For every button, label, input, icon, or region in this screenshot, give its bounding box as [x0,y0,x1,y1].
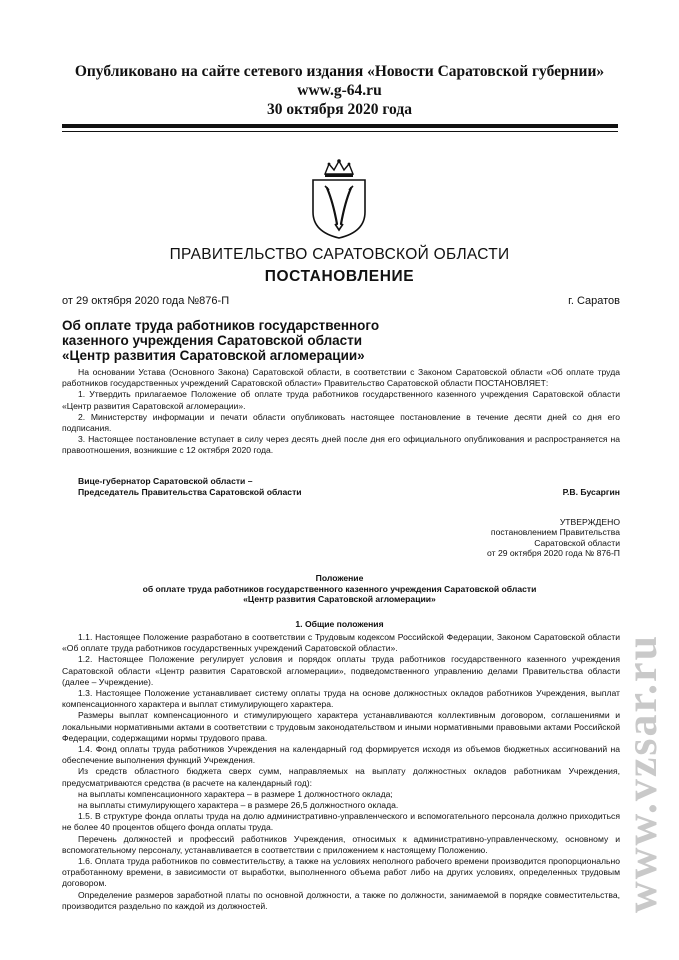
watermark: www.vzsar.ru [617,633,666,913]
regulation-title [0,573,679,605]
publication-url: www.g-64.ru [297,82,382,99]
signature-name: Р.В. Бусаргин [562,487,620,497]
regulation-title-line: Положение [315,573,364,583]
approval-line: постановлением Правительства [490,527,620,538]
preamble [62,367,620,457]
paragraph [62,800,620,811]
title-line: казенного учреждения Саратовской области [62,333,363,348]
paragraph-text: на выплаты компенсационного характера – в размере 1 должностного оклада; [78,788,393,799]
approval-block [487,517,620,559]
paragraph [62,890,620,912]
document-type: ПОСТАНОВЛЕНИЕ [264,268,415,285]
paragraph-text: 1. Утвердить прилагаемое Положение об оплате труда работников государственного казенного учреждения Саратовской области «Центр развития Саратовской агломерации». [62,389,620,411]
decree-city: г. Саратов [568,295,620,307]
approval-line: Саратовской области [534,537,620,548]
paragraph [62,744,620,766]
signature-position [78,476,302,498]
paragraph-text: 1.6. Оплата труда работников по совместительству, а также на условиях неполного рабочего времени производится пропорционально отработанному времени, в зависимости от выработки, выполненного объема работ либо на других условиях, определенных трудовым договором. [62,856,620,889]
title-line: «Центр развития Саратовской агломерации» [62,348,365,363]
paragraph [62,811,620,833]
paragraph [62,412,620,434]
paragraph [62,367,620,389]
paragraph [62,710,620,744]
signature-position-line: Председатель Правительства Саратовской области [78,487,302,497]
paragraph [62,789,620,800]
paragraph-text: на выплаты стимулирующего характера – в размере 26,5 должностного оклада. [78,800,399,811]
paragraph-text: 1.4. Фонд оплаты труда работников Учреждения на календарный год формируется исходя из объемов бюджетных ассигнований на обеспечение выполнения функций Учреждения. [62,744,620,766]
section-1-heading: 1. Общие положения [295,619,384,629]
regulation-title-line: «Центр развития Саратовской агломерации» [243,594,436,605]
regulation-title-line: об оплате труда работников государственного казенного учреждения Саратовской области [142,583,537,594]
paragraph [62,856,620,890]
paragraph [62,688,620,710]
paragraph [62,632,620,654]
paragraph-text: Перечень должностей и профессий работников Учреждения, относимых к административно-управленческому, основному и вспомогательному персоналу, устанавливается в соответствии с приложением к настоящему Положению. [62,833,620,855]
coat-of-arms-icon [307,158,371,240]
paragraph-text: Определение размеров заработной платы по основной должности, а также по должности, занимаемой в порядке совместительства, производится раздельно по каждой из должностей. [62,889,620,911]
paragraph-text: 3. Настоящее постановление вступает в силу через десять дней после дня его официального опубликования и распространяется на правоотношения, возникшие с 12 октября 2020 года. [62,434,620,456]
header-rule-thick [62,124,618,128]
paragraph-text: На основании Устава (Основного Закона) Саратовской области, в соответствии с Законом Саратовской области «Об оплате труда работников государственных учреждений Саратовской области» Правительство Саратовской области ПОСТАНОВЛЯЕТ: [62,367,620,389]
paragraph-text: 1.3. Настоящее Положение устанавливает систему оплаты труда на основе должностных окладов работников Учреждения, выплат компенсационного характера и выплат стимулирующего характера. [62,688,620,710]
paragraph-text: 1.5. В структуре фонда оплаты труда на долю административно-управленческого и вспомогательного персонала должно приходиться не более 40 процентов общего фонда оплаты труда. [62,811,620,833]
publication-date: 30 октября 2020 года [267,101,412,118]
paragraph-text: Из средств областного бюджета сверх сумм, направляемых на выплату должностных окладов работникам Учреждения, предусматриваются средства (в расчете на календарный год): [62,766,620,788]
header-rule-thin [62,131,618,132]
signature-position-line: Вице-губернатор Саратовской области – [78,476,253,486]
decree-title [62,318,462,363]
publication-line-1: Опубликовано на сайте сетевого издания «Новости Саратовской губернии» [74,63,605,80]
paragraph [62,766,620,788]
paragraph-text: 1.2. Настоящее Положение регулирует условия и порядок оплаты труда работников государственного казенного учреждения Саратовской области «Центр развития Саратовской агломерации», подведомственного управлению делами Правительства области (далее – Учреждение). [62,654,620,687]
decree-date-number: от 29 октября 2020 года №876-П [62,295,230,307]
paragraph-text: Размеры выплат компенсационного и стимулирующего характера устанавливаются коллективным договором, соглашениями и локальными нормативными актами в соответствии с трудовым законодательством и иными нормативными правовыми актами Российской Федерации, содержащими нормы трудового права. [62,710,620,743]
section-1-body [62,632,620,912]
approval-line: УТВЕРЖДЕНО [559,517,620,527]
paragraph-text: 1.1. Настоящее Положение разработано в соответствии с Трудовым кодексом Российской Федерации, Законом Саратовской области «Об оплате труда работников государственных учреждений Саратовской области». [62,632,620,654]
paragraph [62,834,620,856]
paragraph-text: 2. Министерству информации и печати области опубликовать настоящее постановление в течение десяти дней со дня его подписания. [62,411,620,434]
title-line: Об оплате труда работников государственного [62,318,380,333]
government-name: ПРАВИТЕЛЬСТВО САРАТОВСКОЙ ОБЛАСТИ [169,246,510,263]
approval-line: от 29 октября 2020 года № 876-П [487,548,620,559]
paragraph [62,389,620,411]
paragraph [62,434,620,456]
paragraph [62,654,620,688]
